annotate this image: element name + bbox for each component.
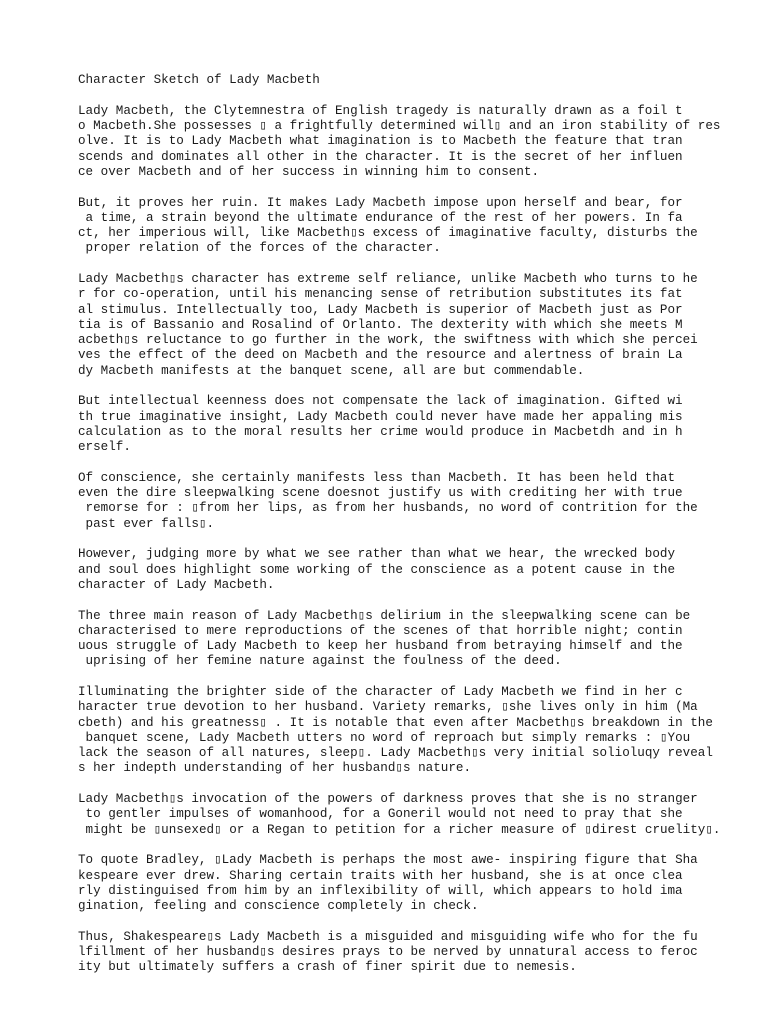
text-line: dy Macbeth manifests at the banquet scene, all are but commendable. bbox=[78, 363, 585, 378]
text-line: cbeth) and his greatness▯ . It is notable that even after Macbeth▯s breakdown in the bbox=[78, 715, 713, 730]
text-line: Thus, Shakespeare▯s Lady Macbeth is a misguided and misguiding wife who for the fu bbox=[78, 929, 698, 944]
paragraph bbox=[78, 196, 758, 257]
text-line: To quote Bradley, ▯Lady Macbeth is perhaps the most awe- inspiring figure that Sha bbox=[78, 853, 698, 868]
text-line: o Macbeth.She possesses ▯ a frightfully determined will▯ and an iron stability of res bbox=[78, 119, 721, 133]
text-line: Lady Macbeth, the Clytemnestra of English tragedy is naturally drawn as a foil t bbox=[78, 103, 683, 118]
paragraph bbox=[78, 792, 758, 838]
text-line: The three main reason of Lady Macbeth▯s delirium in the sleepwalking scene can be bbox=[78, 608, 691, 623]
paragraph bbox=[78, 104, 758, 180]
text-line: past ever falls▯. bbox=[78, 516, 215, 531]
text-line: lfillment of her husband▯s desires prays to be nerved by unnatural access to feroc bbox=[78, 945, 698, 959]
text-line: calculation as to the moral results her crime would produce in Macbetdh and in h bbox=[78, 424, 683, 439]
paragraph bbox=[78, 471, 758, 532]
text-line: might be ▯unsexed▯ or a Regan to petition for a richer measure of ▯direst cruelity▯. bbox=[78, 822, 721, 837]
text-line: ct, her imperious will, like Macbeth▯s excess of imaginative faculty, disturbs the bbox=[78, 226, 698, 240]
document-title: Character Sketch of Lady Macbeth bbox=[78, 73, 320, 87]
text-line: banquet scene, Lady Macbeth utters no word of reproach but simply remarks : ▯You bbox=[78, 730, 691, 745]
paragraph bbox=[78, 609, 758, 670]
text-line: al stimulus. Intellectually too, Lady Macbeth is superior of Macbeth just as Por bbox=[78, 302, 683, 317]
text-line: olve. It is to Lady Macbeth what imagination is to Macbeth the feature that tran bbox=[78, 134, 683, 149]
text-line: haracter true devotion to her husband. Variety remarks, ▯she lives only in him (Ma bbox=[78, 700, 698, 715]
text-line: tia is of Bassanio and Rosalind of Orlanto. The dexterity with which she meets M bbox=[78, 317, 683, 332]
document-body bbox=[78, 104, 758, 976]
paragraph bbox=[78, 930, 758, 976]
paragraph bbox=[78, 394, 758, 455]
text-line: acbeth▯s reluctance to go further in the work, the swiftness with which she percei bbox=[78, 333, 698, 347]
text-line: Of conscience, she certainly manifests less than Macbeth. It has been held that bbox=[78, 470, 676, 485]
text-line: erself. bbox=[78, 440, 131, 454]
text-line: and soul does highlight some working of the conscience as a potent cause in the bbox=[78, 562, 676, 577]
text-line: proper relation of the forces of the character. bbox=[78, 241, 441, 256]
text-line: th true imaginative insight, Lady Macbeth could never have made her appaling mis bbox=[78, 409, 683, 424]
text-line: But, it proves her ruin. It makes Lady Macbeth impose upon herself and bear, for bbox=[78, 195, 683, 210]
paragraph bbox=[78, 853, 758, 914]
text-line: ity but ultimately suffers a crash of finer spirit due to nemesis. bbox=[78, 960, 577, 975]
text-line: scends and dominates all other in the character. It is the secret of her influen bbox=[78, 149, 683, 164]
document-page bbox=[78, 73, 758, 991]
text-line: kespeare ever drew. Sharing certain traits with her husband, she is at once clea bbox=[78, 868, 683, 883]
text-line: rly distinguised from him by an inflexibility of will, which appears to hold ima bbox=[78, 883, 683, 898]
text-line: characterised to mere reproductions of the scenes of that horrible night; contin bbox=[78, 623, 683, 638]
text-line: character of Lady Macbeth. bbox=[78, 577, 275, 592]
text-line: Illuminating the brighter side of the character of Lady Macbeth we find in her c bbox=[78, 685, 683, 699]
text-line: lack the season of all natures, sleep▯. Lady Macbeth▯s very initial solioluqy reveal bbox=[78, 746, 713, 760]
text-line: However, judging more by what we see rather than what we hear, the wrecked body bbox=[78, 547, 676, 562]
text-line: uprising of her femine nature against the foulness of the deed. bbox=[78, 654, 562, 669]
text-line: s her indepth understanding of her husband▯s nature. bbox=[78, 761, 472, 776]
text-line: r for co-operation, until his menancing sense of retribution substitutes its fat bbox=[78, 287, 683, 302]
text-line: Lady Macbeth▯s invocation of the powers of darkness proves that she is no stranger bbox=[78, 792, 698, 806]
text-line: But intellectual keenness does not compensate the lack of imagination. Gifted wi bbox=[78, 394, 683, 409]
paragraph bbox=[78, 547, 758, 593]
paragraph bbox=[78, 685, 758, 777]
text-line: gination, feeling and conscience completely in check. bbox=[78, 899, 479, 913]
text-line: ce over Macbeth and of her success in winning him to consent. bbox=[78, 164, 540, 179]
text-line: Lady Macbeth▯s character has extreme self reliance, unlike Macbeth who turns to he bbox=[78, 272, 698, 286]
text-line: a time, a strain beyond the ultimate endurance of the rest of her powers. In fa bbox=[78, 210, 683, 225]
text-line: even the dire sleepwalking scene doesnot justify us with crediting her with true bbox=[78, 486, 683, 500]
text-line: uous struggle of Lady Macbeth to keep her husband from betraying himself and the bbox=[78, 639, 683, 653]
text-line: ves the effect of the deed on Macbeth and the resource and alertness of brain La bbox=[78, 348, 683, 363]
text-line: remorse for : ▯from her lips, as from her husbands, no word of contrition for the bbox=[78, 501, 698, 516]
text-line: to gentler impulses of womanhood, for a Goneril would not need to pray that she bbox=[78, 807, 683, 822]
paragraph bbox=[78, 272, 758, 379]
